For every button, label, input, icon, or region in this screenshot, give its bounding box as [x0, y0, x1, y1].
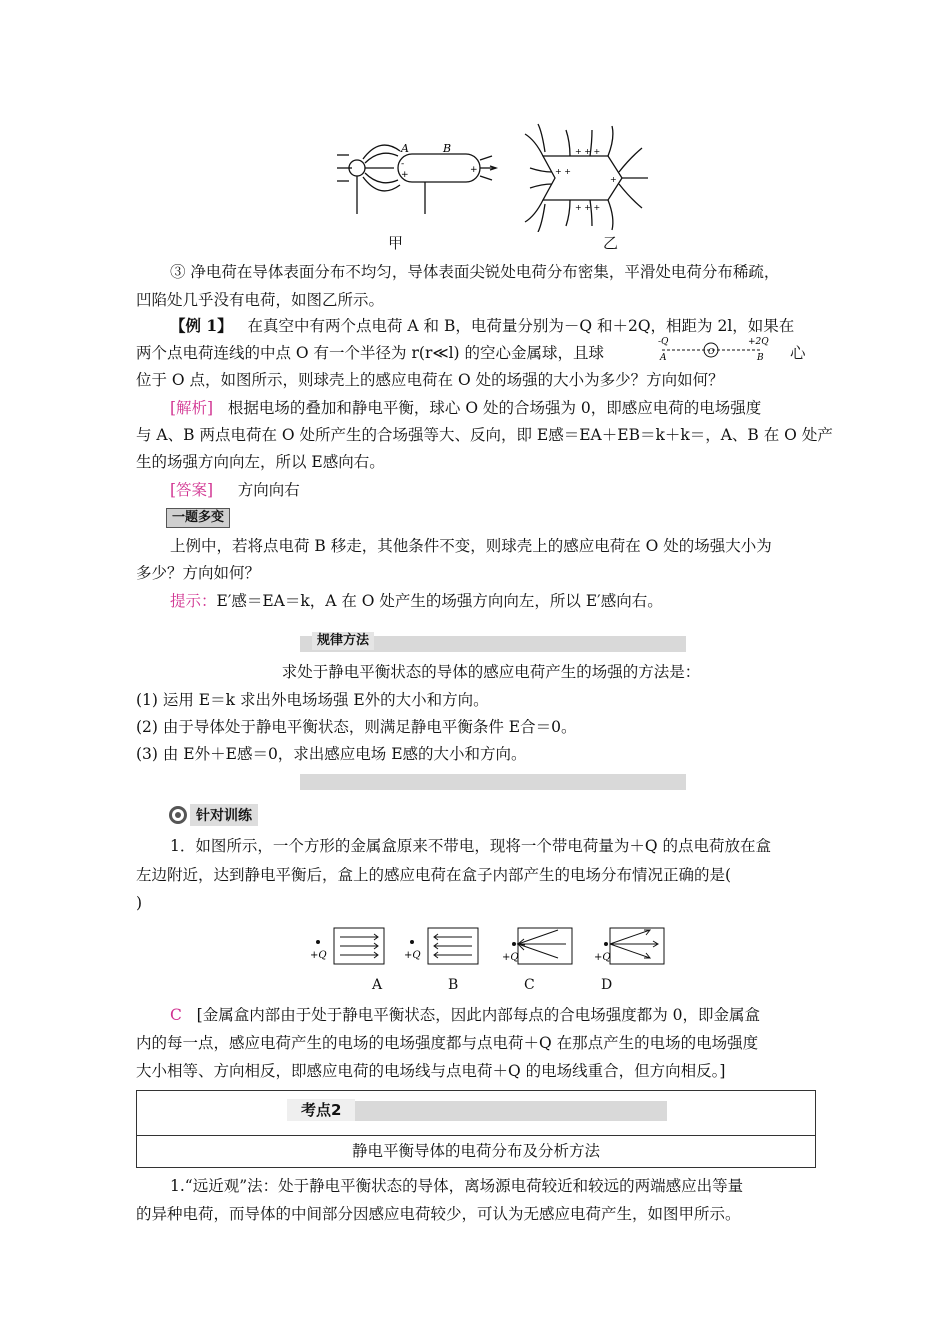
- caption-yi: 乙: [603, 234, 619, 252]
- method-step-1: (1) 运用 E＝k 求出外电场场强 E外的大小和方向。: [136, 691, 489, 709]
- method-step-2: (2) 由于导体处于静电平衡状态，则满足静电平衡条件 E合＝0。: [136, 718, 577, 736]
- analysis-line2: 与 A、B 两点电荷在 O 处所产生的合场强等大、反向，即 E感＝EA＋EB＝k＋k＝，A、B 在 O 处产: [136, 426, 833, 444]
- method-tag: 规律方法: [312, 632, 374, 650]
- option-d-label: D: [601, 977, 613, 993]
- kaodian2-tag: 考点2: [287, 1099, 355, 1121]
- answer-tag: [答案]: [170, 481, 214, 499]
- charge-label-c: +Q: [502, 952, 519, 963]
- option-d-figure: [605, 928, 665, 964]
- svg-text:+ + +: + + +: [575, 203, 601, 212]
- svg-text:+: +: [470, 165, 478, 175]
- figure-jia: [337, 145, 496, 214]
- training-answer-line2: 内的每一点，感应电荷产生的电场的电场强度都与点电荷＋Q 在那点产生的电场的电场强度: [136, 1034, 759, 1052]
- target-icon: [168, 805, 188, 825]
- method-step-3: (3) 由 E外＋E感＝0，求出感应电场 E感的大小和方向。: [136, 745, 527, 763]
- example1-inline-figure: [656, 334, 776, 362]
- kaodian2-divider: [137, 1135, 815, 1136]
- variant-tag: 一题多变: [166, 508, 230, 528]
- inline-label-a: A: [660, 353, 667, 362]
- inline-q-right: +2Q: [748, 337, 769, 347]
- variant-line1: 上例中，若将点电荷 B 移走，其他条件不变，则球壳上的感应电荷在 O 处的场强大小为: [170, 537, 772, 555]
- training-q1-line3: ): [136, 894, 143, 912]
- kaodian2-box: [136, 1090, 816, 1168]
- training-answer-line1: [170, 1005, 816, 1025]
- charge-label-b: +Q: [404, 950, 421, 961]
- example1-line1: [170, 316, 816, 336]
- inline-label-o: O: [708, 347, 715, 356]
- label-b: B: [443, 142, 452, 155]
- training-q1-line1: 1．如图所示，一个方形的金属盒原来不带电，现将一个带电荷量为＋Q 的点电荷放在盒: [170, 837, 771, 855]
- options-figures: [306, 922, 686, 972]
- analysis-text1: 根据电场的叠加和静电平衡，球心 O 处的合场强为 0，即感应电荷的电场强度: [227, 399, 762, 417]
- figure-yi: [525, 124, 648, 232]
- training-answer-text1: [金属盒内部由于处于静电平衡状态，因此内部每点的合电场强度都为 0，即金属盒: [196, 1006, 760, 1024]
- method-intro: 求处于静电平衡状态的导体的感应电荷产生的场强的方法是：: [281, 663, 701, 681]
- svg-text:+: +: [610, 175, 617, 184]
- example1-line2-end: 心: [790, 344, 806, 362]
- inline-q-left: -Q: [658, 337, 669, 347]
- far-near-line1: 1.“远近观”法：处于静电平衡状态的导体，离场源电荷较近和较远的两端感应出等量: [170, 1177, 744, 1195]
- svg-text:-: -: [401, 159, 405, 169]
- inline-label-b: B: [757, 353, 764, 362]
- example1-line3: 位于 O 点，如图所示，则球壳上的感应电荷在 O 处的场强的大小为多少？方向如何？: [136, 371, 724, 389]
- para3-line2: 凹陷处几乎没有电荷，如图乙所示。: [136, 291, 385, 309]
- para3-line1: ③ 净电荷在导体表面分布不均匀，导体表面尖锐处电荷分布密集，平滑处电荷分布稀疏，: [170, 263, 780, 281]
- answer-text: 方向向右: [237, 481, 300, 499]
- kaodian2-title: 静电平衡导体的电荷分布及分析方法: [351, 1142, 600, 1160]
- option-c-label: C: [524, 977, 535, 993]
- svg-text:+ +: + +: [555, 167, 571, 176]
- charge-label-a: +Q: [310, 950, 327, 961]
- hint-label: 提示：: [170, 592, 217, 610]
- analysis-line1: [170, 398, 816, 418]
- training-answer-line3: 大小相等、方向相反，即感应电荷的电场线与点电荷＋Q 的电场线重合，但方向相反。]: [136, 1062, 726, 1080]
- training-tag: 针对训练: [190, 804, 258, 826]
- training-header: [168, 804, 258, 826]
- far-near-line2: 的异种电荷，而导体的中间部分因感应电荷较少，可认为无感应电荷产生，如图甲所示。: [136, 1205, 741, 1223]
- option-b-label: B: [448, 977, 459, 993]
- label-a: A: [401, 142, 409, 155]
- example1-text1: 在真空中有两个点电荷 A 和 B，电荷量分别为－Q 和＋2Q，相距为 2l，如果在: [247, 317, 795, 335]
- caption-jia: 甲: [388, 234, 404, 252]
- example1-line2: 两个点电荷连线的中点 O 有一个半径为 r(r≪l) 的空心金属球，且球: [136, 344, 605, 362]
- answer-letter: C: [170, 1006, 182, 1024]
- option-a-figure: [317, 928, 385, 964]
- variant-line2: 多少？方向如何？: [136, 564, 261, 582]
- svg-text:+ + +: + + +: [575, 147, 601, 156]
- analysis-tag: [解析]: [170, 399, 214, 417]
- svg-text:+: +: [401, 170, 409, 180]
- training-q1-line2: 左边附近，达到静电平衡后，盒上的感应电荷在盒子内部产生的电场分布情况正确的是(: [136, 866, 732, 884]
- method-bar-bottom: [300, 774, 686, 790]
- option-b-figure: [411, 928, 479, 964]
- answer-line: [170, 480, 816, 500]
- hint-text: E′感＝EA＝k，A 在 O 处产生的场强方向向左，所以 E′感向右。: [216, 592, 663, 610]
- option-a-label: A: [372, 977, 383, 993]
- figure-conductors: [330, 122, 710, 232]
- option-c-figure: [513, 928, 573, 964]
- charge-label-d: +Q: [594, 952, 611, 963]
- example1-tag: 【例 1】: [170, 316, 233, 335]
- variant-hint: [170, 591, 816, 611]
- analysis-line3: 生的场强方向向左，所以 E感向右。: [136, 453, 385, 471]
